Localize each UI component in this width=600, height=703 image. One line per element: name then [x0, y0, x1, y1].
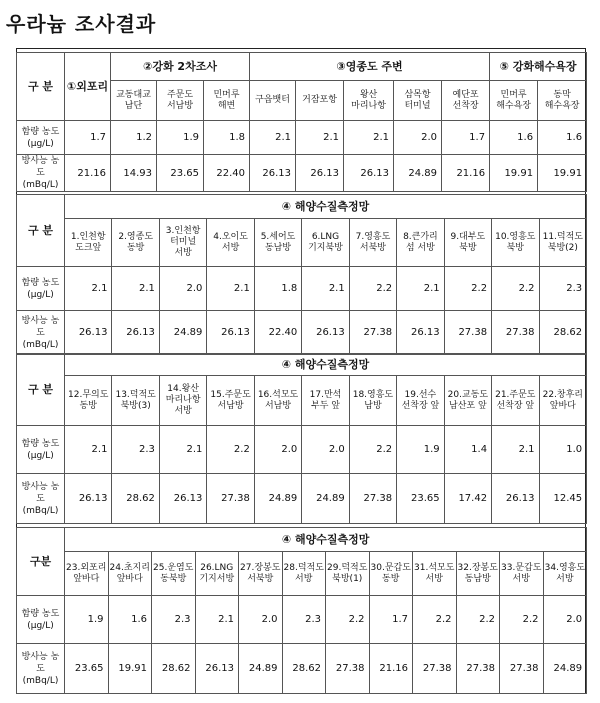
conc-value: 1.2	[111, 121, 157, 155]
rad-value: 21.16	[65, 155, 111, 192]
rad-value: 23.65	[65, 644, 109, 694]
site-name-line: 18.영흥도	[352, 389, 394, 400]
conc-value: 2.2	[456, 596, 500, 644]
rad-value: 24.89	[394, 155, 442, 192]
site-name	[397, 219, 444, 267]
site-name-line: 12.무의도	[68, 389, 109, 400]
site-name-line: 4.오이도	[213, 231, 248, 242]
site-name-line: 서방	[295, 573, 313, 584]
site-name	[456, 552, 500, 596]
site-name-line: 13.덕적도	[115, 389, 156, 400]
gubun-label: 구 분	[17, 195, 65, 267]
rad-value: 26.13	[250, 155, 296, 192]
site-name	[207, 376, 254, 426]
site-name	[492, 376, 539, 426]
rad-value: 26.13	[296, 155, 344, 192]
rad-value: 22.40	[204, 155, 250, 192]
rad-value: 27.38	[500, 644, 544, 694]
conc-value: 2.2	[413, 596, 457, 644]
site-name-line: 거잠포항	[302, 95, 337, 105]
site-name-line: 33.문갑도	[501, 562, 542, 573]
rad-value: 27.38	[444, 311, 491, 355]
site-name-line: 북방	[459, 242, 477, 253]
site-name-line: 서방	[221, 242, 240, 253]
group-ganghwa-beach: ⑤ 강화해수욕장	[490, 53, 587, 81]
rad-label-line: (mBq/L)	[22, 180, 59, 190]
site-name-line: 15.주문도	[210, 389, 251, 400]
site-name	[296, 81, 344, 121]
site-name-line: 동방	[126, 242, 145, 253]
rad-label-line: 방사능 농도	[21, 315, 60, 338]
rad-value: 24.89	[302, 474, 349, 524]
conc-value: 2.1	[302, 267, 349, 311]
site-name-line: 7.영흥도	[355, 231, 391, 242]
conc-value: 2.2	[349, 426, 396, 474]
rad-value: 27.38	[413, 644, 457, 694]
rad-value: 26.13	[302, 311, 349, 355]
rad-value: 27.38	[456, 644, 500, 694]
site-name	[195, 552, 239, 596]
site-name	[326, 552, 370, 596]
site-name-line: 3.인천항	[165, 226, 201, 236]
rad-value: 26.13	[65, 474, 112, 524]
site-name-line: 서방	[174, 248, 192, 258]
site-name	[492, 219, 539, 267]
conc-value: 2.0	[302, 426, 349, 474]
rad-value: 28.62	[282, 644, 326, 694]
site-name-line: 도크앞	[75, 242, 102, 253]
site-name	[442, 81, 490, 121]
conc-value: 2.1	[250, 121, 296, 155]
gubun-label: 구 분	[17, 354, 65, 426]
site-name-line: 25.운염도	[153, 562, 194, 573]
rad-value: 27.38	[492, 311, 539, 355]
conc-value: 1.6	[490, 121, 538, 155]
rad-value: 23.65	[157, 155, 204, 192]
site-name-line: 터미널	[404, 100, 431, 111]
conc-label-line: (μg/L)	[27, 289, 54, 300]
rad-value: 27.38	[326, 644, 370, 694]
section-header: ④ 해양수질측정망	[65, 354, 587, 376]
site-name	[349, 376, 396, 426]
conc-value: 2.2	[207, 426, 254, 474]
section-header: ④ 해양수질측정망	[65, 528, 587, 552]
rad-value: 23.65	[397, 474, 444, 524]
site-name	[282, 552, 326, 596]
conc-value: 1.6	[538, 121, 587, 155]
rad-value: 14.93	[111, 155, 157, 192]
site-name	[239, 552, 283, 596]
site-name	[204, 81, 250, 121]
site-name-line: 북방(1)	[332, 573, 363, 584]
conc-label	[17, 267, 65, 311]
site-name-line: 34.영흥도	[544, 562, 586, 573]
site-name-line: 서방	[512, 573, 530, 584]
group-ganghwa-2nd: ②강화 2차조사	[111, 53, 250, 81]
site-name-line: 민머루	[213, 89, 240, 100]
site-name-line: 21.주문도	[495, 389, 536, 400]
rad-value: 21.16	[442, 155, 490, 192]
conc-label-line: 함량 농도	[21, 277, 60, 288]
rad-value: 28.62	[152, 644, 196, 694]
site-name	[302, 376, 349, 426]
site-name-line: 17.만석	[309, 389, 342, 400]
rad-value: 28.62	[539, 311, 587, 355]
site-name-line: 10.영흥도	[495, 231, 536, 242]
site-name-line: 기지서방	[199, 573, 235, 584]
conc-value: 2.2	[444, 267, 491, 311]
site-name-line: 예단포	[452, 89, 479, 100]
rad-value: 22.40	[254, 311, 301, 355]
site-name-line: 동남방	[264, 242, 292, 253]
site-name-line: 2.영종도	[118, 231, 154, 242]
site-name	[349, 219, 396, 267]
site-name-line: 서남방	[264, 400, 292, 411]
site-name-line: 교동대교	[116, 89, 151, 100]
page-title: 우라늄 조사결과	[6, 12, 157, 36]
site-name-line: 16.석모도	[257, 389, 299, 400]
site-name-line: 26.LNG	[200, 562, 234, 573]
conc-value: 2.1	[65, 267, 112, 311]
site-name	[369, 552, 413, 596]
conc-label-line: 함량 농도	[21, 608, 60, 619]
site-name	[444, 376, 491, 426]
site-name-line: 29.덕적도	[327, 562, 368, 573]
rad-label-line: (mBq/L)	[22, 505, 59, 516]
site-name-line: 32.장봉도	[457, 562, 498, 573]
rad-value: 26.13	[65, 311, 112, 355]
site-name-line: 5.세어도	[260, 231, 296, 242]
rad-label	[17, 474, 65, 524]
col-oepori: ①외포리	[65, 53, 111, 121]
site-name	[539, 376, 587, 426]
conc-value: 2.1	[159, 426, 206, 474]
site-name	[254, 219, 301, 267]
conc-value: 1.9	[157, 121, 204, 155]
section-header: ④ 해양수질측정망	[65, 195, 587, 219]
site-name	[538, 81, 587, 121]
site-name-line: 부두 앞	[311, 400, 340, 411]
site-name	[250, 81, 296, 121]
conc-value: 2.1	[344, 121, 394, 155]
conc-value: 2.1	[207, 267, 254, 311]
site-name-line: 서북방	[247, 573, 274, 584]
rad-value: 27.38	[349, 474, 396, 524]
site-name	[500, 552, 544, 596]
conc-value: 2.0	[159, 267, 206, 311]
site-name-line: 14.왕산	[167, 384, 199, 394]
site-name-line: 1.인천항	[70, 231, 106, 242]
site-name	[394, 81, 442, 121]
conc-value: 2.2	[326, 596, 370, 644]
site-name-line: 동막	[553, 89, 571, 100]
rad-value: 26.13	[207, 311, 254, 355]
site-name-line: 동방	[382, 573, 400, 584]
rad-value: 19.91	[538, 155, 587, 192]
site-name-line: 서남방	[166, 100, 194, 111]
rad-value: 19.91	[490, 155, 538, 192]
site-name-line: 구읍뱃터	[255, 95, 290, 105]
site-name-line: 서남방	[217, 400, 244, 411]
site-name-line: 남단	[124, 100, 143, 111]
site-name-line: 삼목항	[404, 89, 431, 100]
site-name-line: 해수욕장	[496, 100, 531, 111]
gubun-label: 구 분	[17, 53, 65, 121]
conc-value: 2.2	[500, 596, 544, 644]
site-name	[152, 552, 196, 596]
conc-value: 1.7	[442, 121, 490, 155]
site-name	[344, 81, 394, 121]
conc-label	[17, 426, 65, 474]
rad-value: 12.45	[539, 474, 587, 524]
conc-label-line: (μg/L)	[27, 138, 54, 149]
rad-label-line: 방사능 농도	[21, 156, 60, 178]
rad-value: 27.38	[207, 474, 254, 524]
site-name	[254, 376, 301, 426]
rad-label	[17, 644, 65, 694]
rad-label-line: 방사능 농도	[21, 481, 60, 504]
conc-value: 2.3	[112, 426, 159, 474]
rad-value: 24.89	[159, 311, 206, 355]
site-name-line: 선착장 앞	[496, 400, 535, 411]
rad-value: 26.13	[397, 311, 444, 355]
site-name-line: 선착장 앞	[401, 400, 440, 411]
conc-value: 2.0	[239, 596, 283, 644]
site-name-line: 섬 서방	[405, 242, 435, 253]
rad-value: 26.13	[195, 644, 239, 694]
rad-label-line: (mBq/L)	[22, 339, 59, 350]
site-name	[111, 81, 157, 121]
rad-value: 19.91	[108, 644, 152, 694]
conc-value: 2.1	[112, 267, 159, 311]
conc-label-line: (μg/L)	[27, 450, 54, 461]
site-name-line: 서방	[425, 573, 443, 584]
site-name-line: 마리나항	[351, 100, 386, 111]
site-name-line: 20.교동도	[447, 389, 489, 400]
conc-label-line: 함량 농도	[21, 438, 60, 449]
site-name-line: 북방(2)	[547, 242, 578, 253]
conc-value: 2.0	[394, 121, 442, 155]
conc-value: 2.3	[282, 596, 326, 644]
rad-value: 24.89	[543, 644, 587, 694]
conc-value: 2.0	[543, 596, 587, 644]
conc-value: 2.2	[349, 267, 396, 311]
site-name-line: 27.장봉도	[240, 562, 281, 573]
rad-value: 26.13	[112, 311, 159, 355]
site-name-line: 19.선수	[404, 389, 437, 400]
conc-value: 1.8	[204, 121, 250, 155]
site-name	[207, 219, 254, 267]
site-name-line: 24.초지리	[109, 562, 150, 573]
site-name-line: 앞바다	[116, 573, 143, 584]
site-name	[543, 552, 587, 596]
rad-value: 24.89	[239, 644, 283, 694]
site-name	[112, 219, 159, 267]
conc-value: 2.3	[152, 596, 196, 644]
site-name	[65, 552, 109, 596]
gubun-label: 구분	[17, 528, 65, 596]
rad-value: 26.13	[344, 155, 394, 192]
conc-value: 1.8	[254, 267, 301, 311]
site-name-line: 왕산	[359, 89, 378, 100]
site-name-line: 서방	[174, 406, 192, 416]
site-name	[444, 219, 491, 267]
site-name-line: 서북방	[359, 242, 386, 253]
conc-label	[17, 121, 65, 155]
conc-value: 2.0	[254, 426, 301, 474]
rad-value: 27.38	[349, 311, 396, 355]
conc-value: 2.1	[296, 121, 344, 155]
site-name	[397, 376, 444, 426]
site-name-line: 남산포 앞	[449, 400, 487, 411]
site-name-line: 터미널	[170, 237, 197, 247]
site-name	[159, 376, 206, 426]
site-name-line: 해변	[217, 100, 236, 111]
site-name-line: 해수욕장	[544, 100, 580, 111]
conc-label	[17, 596, 65, 644]
conc-value: 1.4	[444, 426, 491, 474]
conc-value: 2.1	[195, 596, 239, 644]
site-name	[108, 552, 152, 596]
rad-value: 26.13	[159, 474, 206, 524]
rad-value: 21.16	[369, 644, 413, 694]
table-section-4	[16, 527, 587, 694]
site-name-line: 22.창후리	[542, 389, 584, 400]
site-name-line: 28.덕적도	[283, 562, 324, 573]
conc-label-line: 함량 농도	[21, 126, 60, 137]
site-name-line: 9.대부도	[450, 231, 486, 242]
site-name	[539, 219, 587, 267]
conc-value: 1.6	[108, 596, 152, 644]
site-name-line: 31.석모도	[414, 562, 455, 573]
rad-label	[17, 155, 65, 192]
group-yeongjongdo: ③영종도 주변	[250, 53, 490, 81]
conc-value: 1.0	[539, 426, 587, 474]
rad-label	[17, 311, 65, 355]
site-name	[65, 376, 112, 426]
site-name	[413, 552, 457, 596]
site-name-line: 주문도	[166, 89, 194, 100]
site-name-line: 기지북방	[308, 242, 343, 253]
conc-value: 2.3	[539, 267, 587, 311]
site-name-line: 서방	[556, 573, 574, 584]
site-name-line: 동북방	[160, 573, 187, 584]
site-name	[302, 219, 349, 267]
rad-label-line: 방사능 농도	[21, 651, 60, 674]
site-name-line: 북방(3)	[120, 400, 151, 411]
site-name-line: 민머루	[500, 89, 527, 100]
rad-value: 28.62	[112, 474, 159, 524]
site-name-line: 23.외포리	[66, 562, 107, 573]
site-name-line: 6.LNG	[311, 231, 340, 242]
table-section-2	[16, 194, 587, 355]
rad-value: 17.42	[444, 474, 491, 524]
site-name	[159, 219, 206, 267]
site-name-line: 앞바다	[549, 400, 576, 411]
site-name-line: 선착장	[452, 100, 479, 111]
conc-value: 1.7	[65, 121, 111, 155]
site-name-line: 동남방	[464, 573, 491, 584]
rad-label-line: (mBq/L)	[22, 675, 59, 686]
conc-value: 2.1	[65, 426, 112, 474]
site-name	[112, 376, 159, 426]
rad-value: 24.89	[254, 474, 301, 524]
site-name-line: 앞바다	[73, 573, 100, 584]
conc-value: 2.2	[492, 267, 539, 311]
site-name-line: 남방	[364, 400, 382, 411]
site-name-line: 북방	[506, 242, 524, 253]
site-name-line: 동방	[79, 400, 97, 411]
site-name-line: 30.문갑도	[370, 562, 411, 573]
site-name-line: 8.큰가리	[403, 231, 438, 242]
conc-value: 1.9	[65, 596, 109, 644]
conc-value: 1.7	[369, 596, 413, 644]
table-section-1	[16, 52, 587, 192]
site-name-line: 마리나항	[165, 395, 201, 405]
site-name	[157, 81, 204, 121]
site-name	[490, 81, 538, 121]
conc-value: 2.1	[397, 267, 444, 311]
rad-value: 26.13	[492, 474, 539, 524]
conc-value: 1.9	[397, 426, 444, 474]
table-section-3	[16, 353, 587, 524]
site-name	[65, 219, 112, 267]
conc-label-line: (μg/L)	[27, 620, 54, 631]
conc-value: 2.1	[492, 426, 539, 474]
site-name-line: 11.덕적도	[542, 231, 584, 242]
